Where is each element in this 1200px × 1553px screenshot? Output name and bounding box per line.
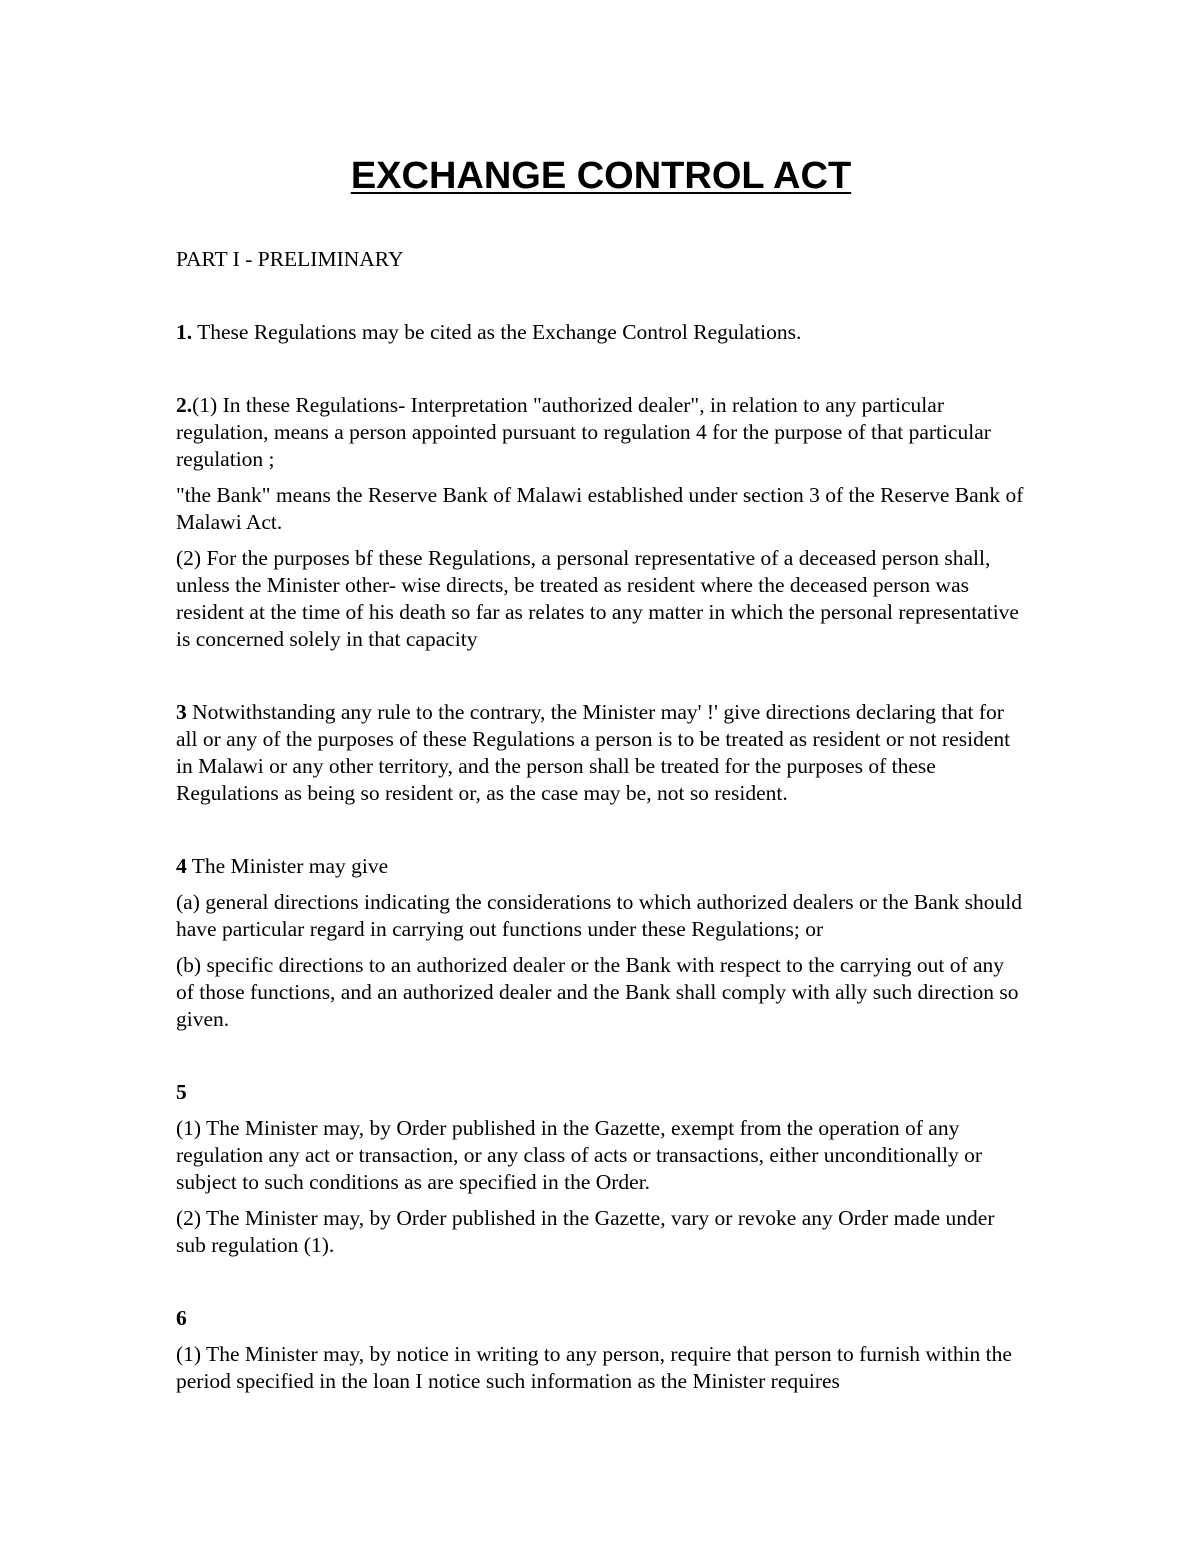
section-2-paragraph-1: [176, 392, 1026, 473]
section-4-text: The Minister may give: [186, 854, 389, 878]
section-2-paragraph-3: (2) For the purposes bf these Regulations, a personal representative of a deceased person shall, unless the Minister other- wise directs, be treated as resident where the deceased person was resident at the time of his death so far as relates to any matter in which the personal representative is concerned solely in that capacity: [176, 546, 1019, 651]
section-4-clause-a: (a) general directions indicating the considerations to which authorized dealers or the Bank should have particular regard in carrying out functions under these Regulations; or: [176, 890, 1022, 941]
section-1-text: These Regulations may be cited as the Exchange Control Regulations.: [192, 320, 802, 344]
section-6-number: 6: [176, 1306, 187, 1330]
part-heading: PART I - PRELIMINARY: [176, 247, 404, 271]
section-6-heading: [176, 1305, 1026, 1332]
section-1-number: 1.: [176, 320, 193, 344]
section-5-heading: [176, 1079, 1026, 1106]
section-4-clause-b: (b) specific directions to an authorized dealer or the Bank with respect to the carrying out of any of those functions, and an authorized dealer and the Bank shall comply with ally such direction so given.: [176, 953, 1019, 1031]
section-5-paragraph-2: (2) The Minister may, by Order published in the Gazette, vary or revoke any Order made under sub regulation (1).: [176, 1206, 995, 1257]
document-title: EXCHANGE CONTROL ACT: [350, 155, 852, 197]
section-5-number: 5: [176, 1080, 187, 1104]
section-2-number: 2.: [176, 393, 193, 417]
section-3-number: 3: [176, 700, 187, 724]
section-4-number: 4: [176, 854, 187, 878]
section-1: [176, 319, 1026, 346]
section-6-paragraph-1: (1) The Minister may, by notice in writing to any person, require that person to furnish within the period specified in the loan I notice such information as the Minister requires: [176, 1342, 1012, 1393]
section-4: [176, 853, 1026, 880]
section-2-text-1: (1) In these Regulations- Interpretation "authorized dealer", in relation to any particular regulation, means a person appointed pursuant to regulation 4 for the purpose of that particular regulation ;: [176, 393, 991, 471]
section-5-paragraph-1: (1) The Minister may, by Order published in the Gazette, exempt from the operation of any regulation any act or transaction, or any class of acts or transactions, either unconditionally or subject to such conditions as are specified in the Order.: [176, 1116, 982, 1194]
section-3: [176, 699, 1026, 807]
section-3-text: Notwithstanding any rule to the contrary, the Minister may' !' give directions declaring that for all or any of the purposes of these Regulations a person is to be treated as resident or not resident in Malawi or any other territory, and the person shall be treated for the purposes of these Regulations as being so resident or, as the case may be, not so resident.: [176, 700, 1011, 805]
section-2-paragraph-2: "the Bank" means the Reserve Bank of Malawi established under section 3 of the Reserve Bank of Malawi Act.: [176, 483, 1024, 534]
